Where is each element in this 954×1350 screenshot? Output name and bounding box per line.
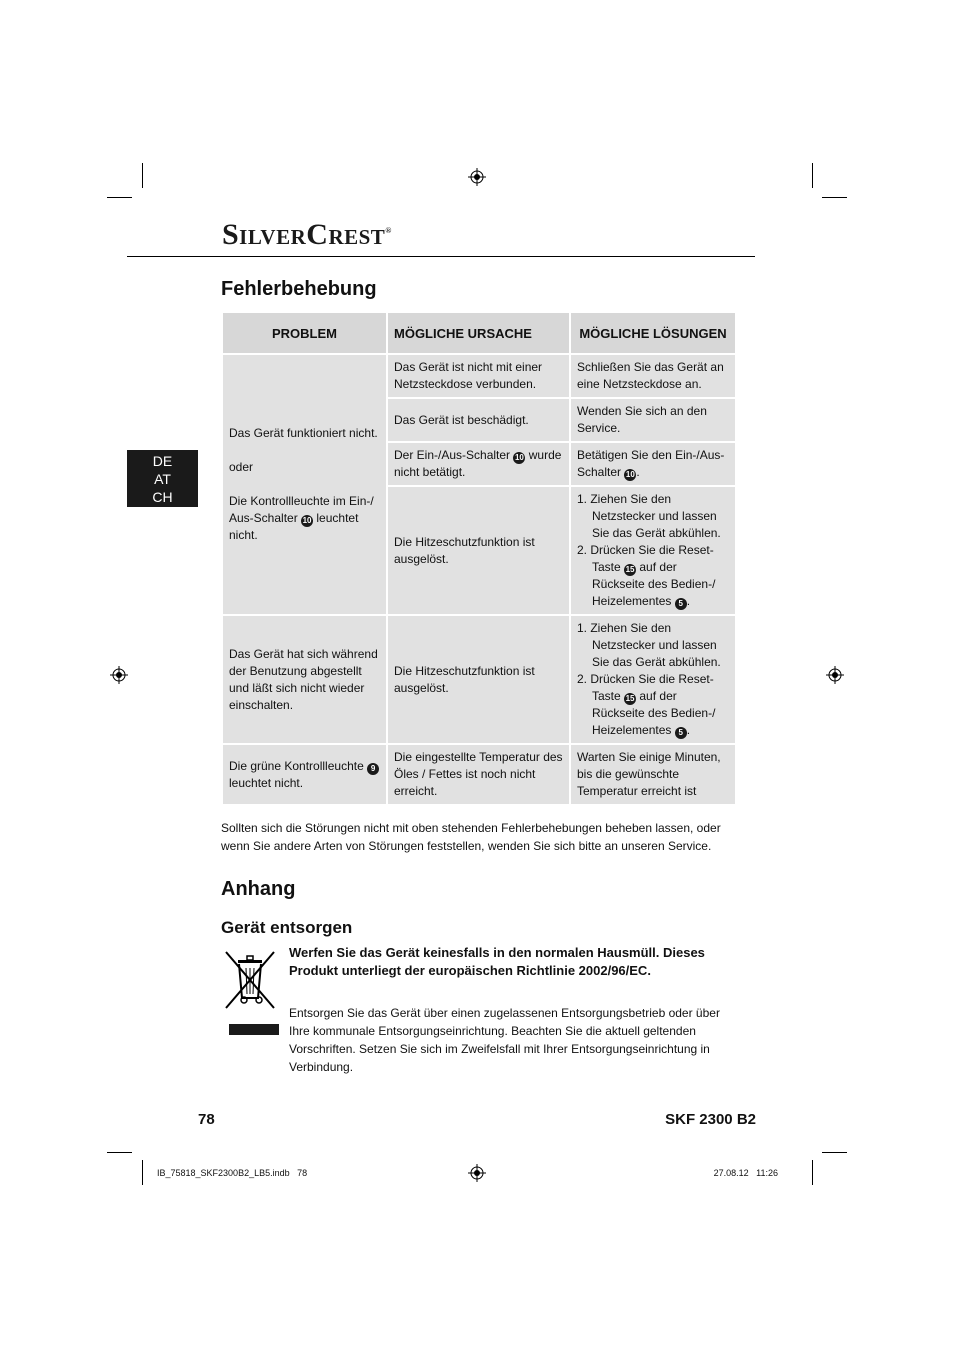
part-number-icon: 10 bbox=[514, 453, 524, 462]
disposal-warning: Werfen Sie das Gerät keinesfalls in den normalen Hausmüll. Dieses Produkt unterliegt der europäischen Richtlinie 2002/96/EC. bbox=[289, 945, 705, 978]
problem-cell: Das Gerät funktioniert nicht. oder Die Kontrollleuchte im Ein-/ Aus-Schalter 10 leuchtet nicht. bbox=[223, 355, 386, 614]
solution-step: 2. Drücken Sie die Reset-Taste 15 auf der Rückseite des Bedien-/ Heizelementes 5 . bbox=[577, 672, 716, 737]
language-tab bbox=[127, 450, 198, 507]
service-note: Sollten sich die Störungen nicht mit oben stehenden Fehlerbehebungen beheben lassen, oder wenn Sie andere Arten von Störungen feststellen, wenden Sie sich bitte an unseren Service. bbox=[221, 821, 721, 853]
crop-mark bbox=[142, 163, 143, 188]
crop-mark bbox=[812, 163, 813, 188]
table-header-solution: MÖGLICHE LÖSUNGEN bbox=[571, 313, 735, 353]
cause-cell: Das Gerät ist nicht mit einer Netzsteckdose verbunden. bbox=[388, 355, 569, 397]
header-rule bbox=[127, 256, 755, 257]
model-number: SKF 2300 B2 bbox=[665, 1111, 756, 1128]
troubleshooting-table bbox=[221, 311, 737, 806]
registration-mark-icon bbox=[468, 168, 486, 186]
crop-mark bbox=[822, 197, 847, 198]
disposal-instructions: Entsorgen Sie das Gerät über einen zugelassenen Entsorgungsbetrieb oder über Ihre kommunale Entsorgungseinrichtung. Beachten Sie die aktuell geltenden Vorschriften. Setzen Sie sich im Zweifelsfall mit Ihrer Entsorgungseinrichtung in Verbindung. bbox=[289, 1006, 720, 1074]
registration-mark-icon bbox=[826, 666, 844, 684]
solution-cell bbox=[571, 487, 735, 614]
subsection-title-disposal: Gerät entsorgen bbox=[221, 918, 353, 937]
part-number-icon: 15 bbox=[625, 565, 635, 574]
cause-cell: Die Hitzeschutzfunktion ist ausgelöst. bbox=[388, 487, 569, 614]
part-number-icon: 10 bbox=[302, 516, 312, 525]
solution-cell: Schließen Sie das Gerät an eine Netzsteckdose an. bbox=[571, 355, 735, 397]
language-de: DE bbox=[152, 453, 173, 469]
table-header-cause: MÖGLICHE URSACHE bbox=[388, 313, 569, 353]
registration-mark-icon bbox=[110, 666, 128, 684]
solution-step: 1. Ziehen Sie den Netzstecker und lassen Sie das Gerät abkühlen. bbox=[577, 621, 721, 669]
problem-cell: Das Gerät hat sich während der Benutzung abgestellt und läßt sich nicht wieder einschalten. bbox=[223, 616, 386, 743]
part-number-icon: 5 bbox=[675, 727, 687, 739]
print-file-info: IB_75818_SKF2300B2_LB5.indb 78 bbox=[157, 1168, 308, 1178]
brand-logo: SilverCrest® bbox=[222, 218, 392, 251]
solution-step: 1. Ziehen Sie den Netzstecker und lassen Sie das Gerät abkühlen. bbox=[577, 492, 721, 540]
crop-mark bbox=[107, 1152, 132, 1153]
language-at: AT bbox=[154, 471, 171, 487]
part-number-icon: 15 bbox=[625, 694, 635, 703]
section-title-troubleshooting: Fehlerbehebung bbox=[221, 278, 377, 300]
crossed-out-bin-icon bbox=[222, 948, 278, 1012]
problem-cell: Die grüne Kontrollleuchte 9 leuchtet nicht. bbox=[223, 745, 386, 804]
crop-mark bbox=[142, 1160, 143, 1185]
section-title-appendix: Anhang bbox=[221, 878, 296, 900]
language-ch: CH bbox=[152, 489, 173, 505]
registration-mark-icon bbox=[468, 1164, 486, 1182]
solution-cell: Betätigen Sie den Ein-/Aus-Schalter 10 . bbox=[571, 443, 735, 485]
cause-cell: Der Ein-/Aus-Schalter 10 wurde nicht betätigt. bbox=[388, 443, 569, 485]
print-date-time: 27.08.12 11:26 bbox=[713, 1168, 778, 1178]
table-header-problem: PROBLEM bbox=[223, 313, 386, 353]
part-number-icon: 5 bbox=[675, 598, 687, 610]
table-row bbox=[223, 745, 735, 804]
table-row bbox=[223, 616, 735, 743]
part-number-icon: 10 bbox=[625, 470, 635, 479]
crop-mark bbox=[107, 197, 132, 198]
solution-cell: Wenden Sie sich an den Service. bbox=[571, 399, 735, 441]
solution-step: 2. Drücken Sie die Reset-Taste 15 auf der Rückseite des Bedien-/ Heizelementes 5 . bbox=[577, 543, 716, 608]
part-number-icon: 9 bbox=[367, 763, 379, 775]
solution-cell: Warten Sie einige Minuten, bis die gewünschte Temperatur erreicht ist bbox=[571, 745, 735, 804]
cause-cell: Die eingestellte Temperatur des Öles / Fettes ist noch nicht erreicht. bbox=[388, 745, 569, 804]
cause-cell: Die Hitzeschutzfunktion ist ausgelöst. bbox=[388, 616, 569, 743]
crop-mark bbox=[822, 1152, 847, 1153]
bin-underline-bar bbox=[229, 1024, 279, 1035]
crop-mark bbox=[812, 1160, 813, 1185]
page-number: 78 bbox=[198, 1111, 215, 1128]
cause-cell: Das Gerät ist beschädigt. bbox=[388, 399, 569, 441]
solution-cell bbox=[571, 616, 735, 743]
table-row bbox=[223, 355, 735, 397]
